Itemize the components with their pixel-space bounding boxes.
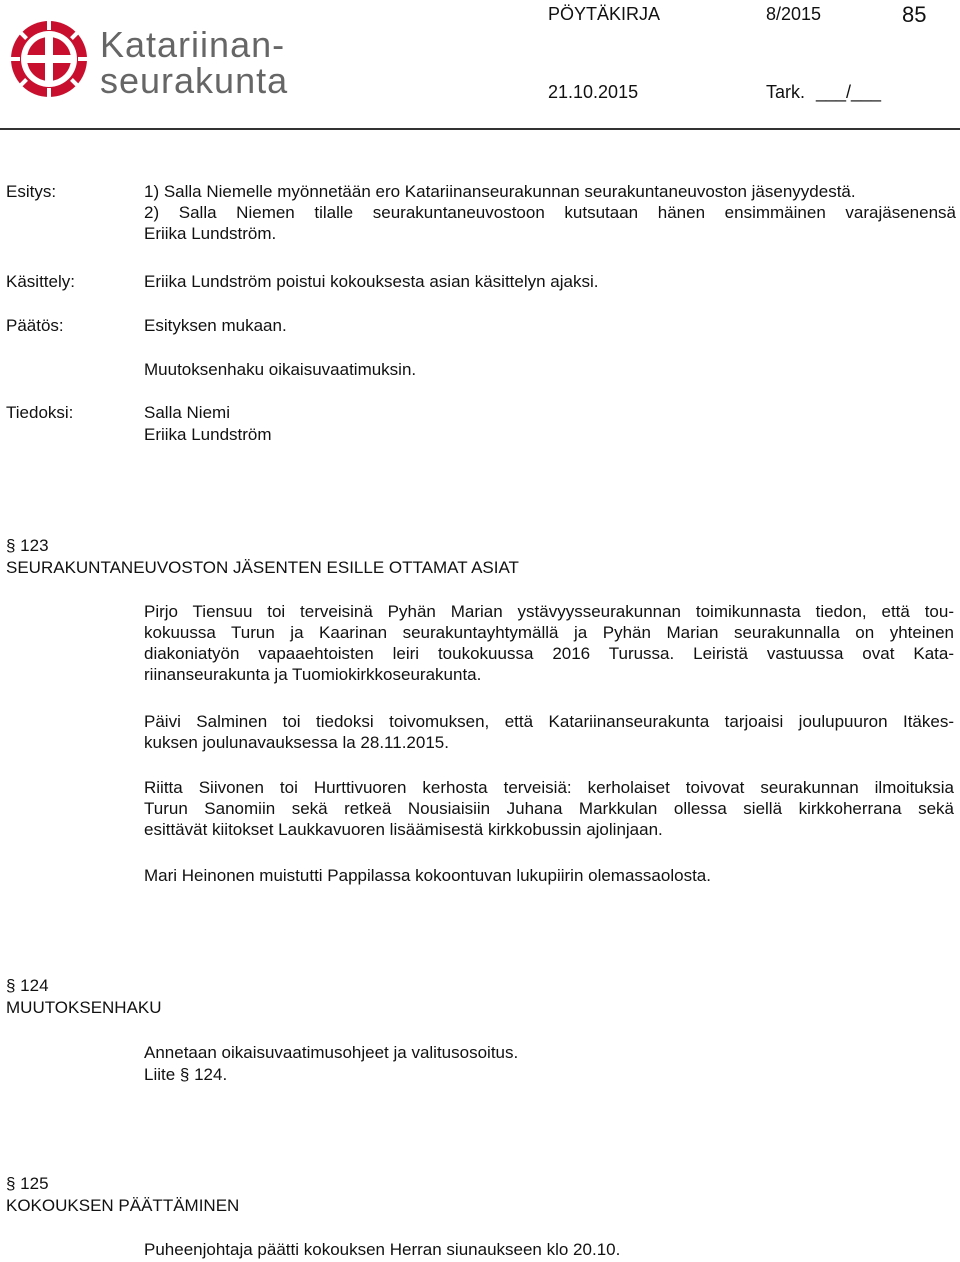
paragraph-line: Riitta Siivonen toi Hurttivuoren kerhosta terveisiä: kerholaiset toivovat seurakunnan ilmoituksia xyxy=(144,778,954,797)
paragraph-line: esittävät kiitokset Laukkavuoren lisäämisestä kirkkobussin ajolinjaan. xyxy=(144,820,663,839)
paragraph-line: riinanseurakunta ja Tuomiokirkkoseurakunta. xyxy=(144,665,482,684)
check-label: Tark. xyxy=(766,82,806,102)
tiedoksi-name: Salla Niemi xyxy=(144,403,230,422)
esitys-label: Esitys: xyxy=(6,182,57,201)
logo-text-line1: Katariinan- xyxy=(100,24,286,65)
esitys-line: Eriika Lundström. xyxy=(144,224,277,243)
kasittely-text: Eriika Lundström poistui kokouksesta asian käsittelyn ajaksi. xyxy=(144,272,599,291)
body-line: Liite § 124. xyxy=(144,1065,228,1084)
logo-text-line2: seurakunta xyxy=(100,60,289,101)
esitys-line: 2) Salla Niemen tilalle seurakuntaneuvostoon kutsutaan hänen ensimmäinen varajäsenensä xyxy=(144,203,956,222)
section-number: § 124 xyxy=(6,976,49,995)
section-title: MUUTOKSENHAKU xyxy=(6,998,162,1017)
paragraph-line: diakoniatyön vapaaehtoisten leiri toukokuussa 2016 Turussa. Leiristä vastuussa ovat Kata- xyxy=(144,644,954,663)
esitys-text xyxy=(144,181,956,244)
doc-type: PÖYTÄKIRJA xyxy=(548,4,661,24)
check-blank: ___/___ xyxy=(816,82,882,102)
paatos-text: Esityksen mukaan. xyxy=(144,316,287,335)
tiedoksi-list xyxy=(144,402,272,446)
kasittely-label: Käsittely: xyxy=(6,272,75,291)
section-title: SEURAKUNTANEUVOSTON JÄSENTEN ESILLE OTTAMAT ASIAT xyxy=(6,558,519,577)
section-title: KOKOUKSEN PÄÄTTÄMINEN xyxy=(6,1196,240,1215)
paragraph-line: Mari Heinonen muistutti Pappilassa kokoontuvan lukupiirin olemassaolosta. xyxy=(144,866,711,885)
section-123-header xyxy=(6,535,519,579)
esitys-line: 1) Salla Niemelle myönnetään ero Katariinanseurakunnan seurakuntaneuvoston jäsenyydestä. xyxy=(144,182,856,201)
section-125-header xyxy=(6,1173,239,1217)
doc-number: 8/2015 xyxy=(766,4,822,24)
body-line: Annetaan oikaisuvaatimusohjeet ja valitusosoitus. xyxy=(144,1043,519,1062)
section-124-header xyxy=(6,975,162,1019)
section-125-body: Puheenjohtaja päätti kokouksen Herran siunaukseen klo 20.10. xyxy=(144,1240,621,1259)
parish-emblem-icon xyxy=(8,18,90,100)
section-number: § 125 xyxy=(6,1174,49,1193)
paragraph-line: Turun Sanomiin sekä retkeä Nousiaisiin Juhana Markkulan ollessa siellä kirkkoherrana sekä xyxy=(144,799,954,818)
section-123-paragraph xyxy=(144,711,954,753)
section-123-paragraph xyxy=(144,601,954,685)
header-divider xyxy=(0,128,960,130)
section-number: § 123 xyxy=(6,536,49,555)
section-123-paragraph xyxy=(144,777,954,840)
paragraph-line: Pirjo Tiensuu toi terveisinä Pyhän Marian ystävyysseurakunnan toimikunnasta tiedon, että tou- xyxy=(144,602,954,621)
section-124-body xyxy=(144,1042,518,1086)
section-123-paragraph xyxy=(144,865,711,886)
tiedoksi-label: Tiedoksi: xyxy=(6,403,74,422)
paragraph-line: kuksen joulunavauksessa la 28.11.2015. xyxy=(144,733,449,752)
paatos-label: Päätös: xyxy=(6,316,64,335)
muutoksenhaku-text: Muutoksenhaku oikaisuvaatimuksin. xyxy=(144,360,417,379)
tiedoksi-name: Eriika Lundström xyxy=(144,425,272,444)
doc-date: 21.10.2015 xyxy=(548,82,639,102)
paragraph-line: kokuussa Turun ja Kaarinan seurakuntayhtymällä ja Pyhän Marian seurakunnalla on yhteinen xyxy=(144,623,954,642)
page-number: 85 xyxy=(902,2,927,27)
paragraph-line: Päivi Salminen toi tiedoksi toivomuksen, että Katariinanseurakunta tarjoaisi joulupuuron Itäkes- xyxy=(144,712,954,731)
